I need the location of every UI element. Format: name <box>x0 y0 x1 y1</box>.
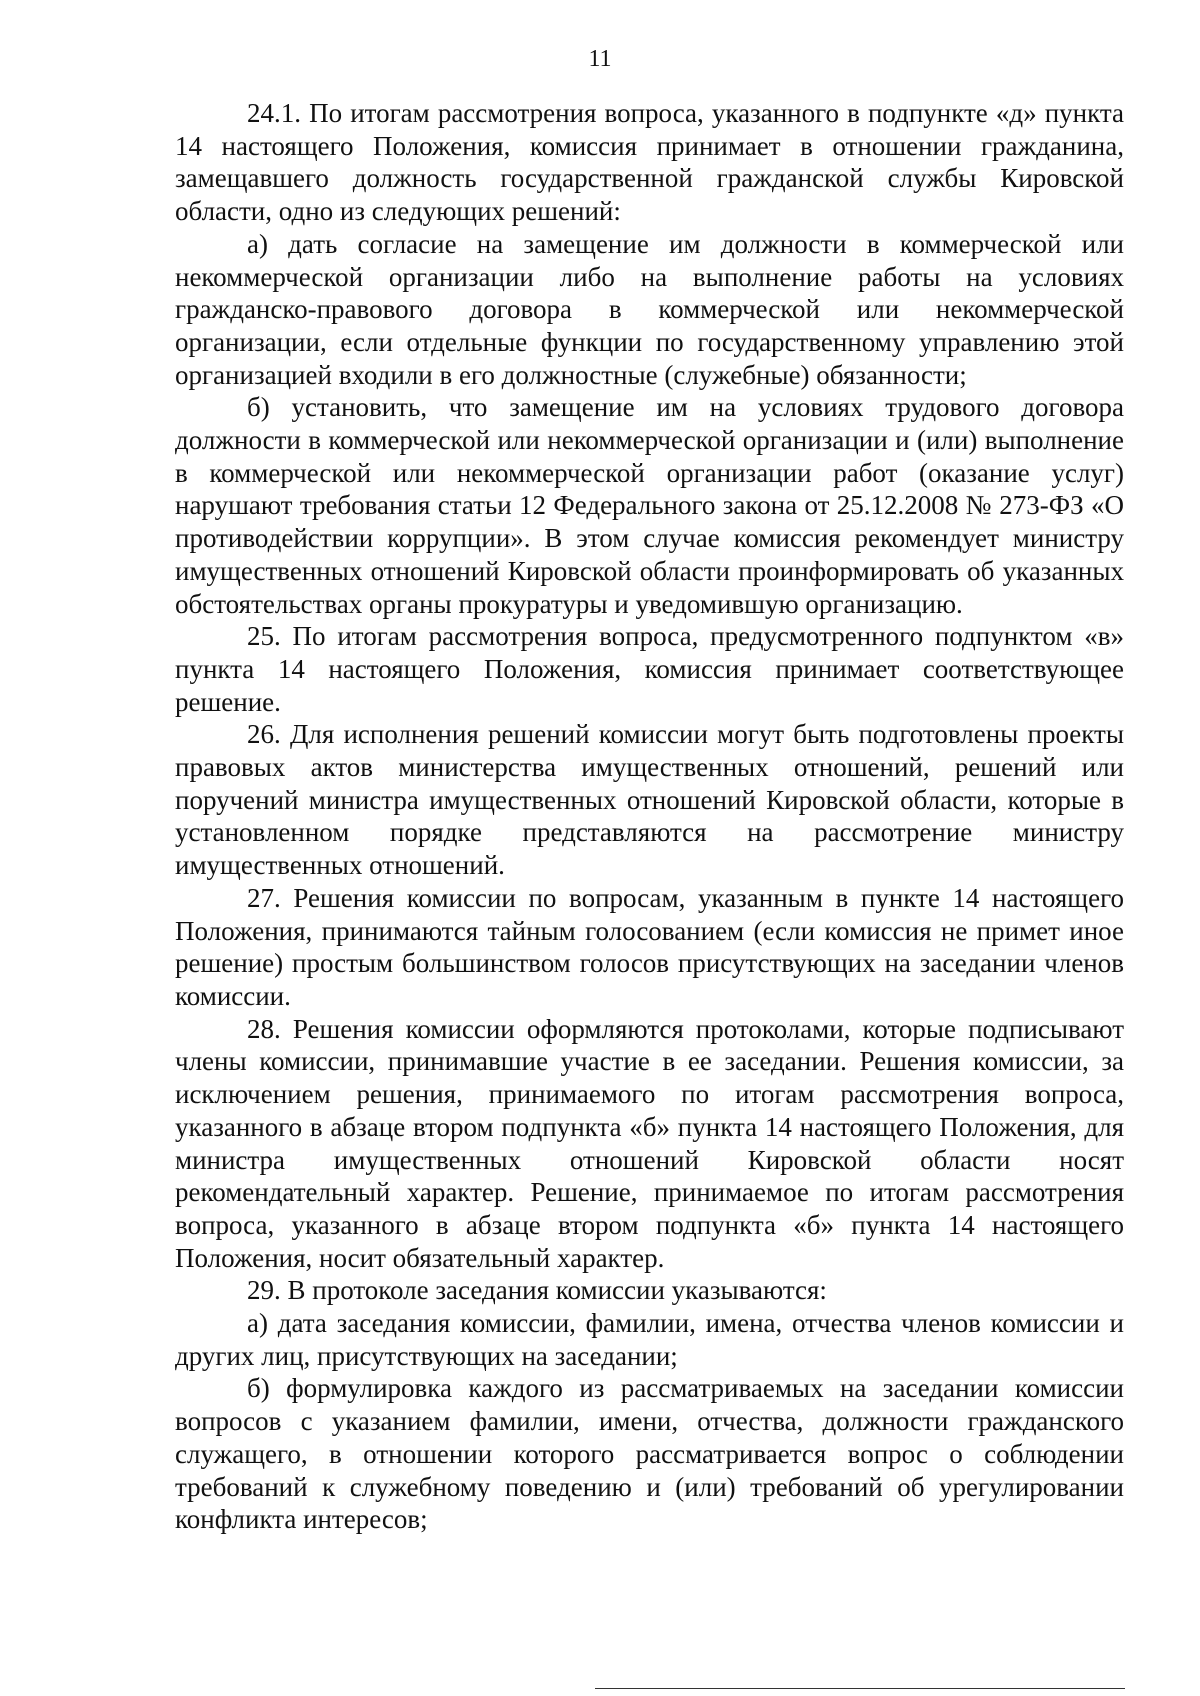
paragraph-24-1-a: а) дать согласие на замещение им должности в коммерческой или некоммерческой организации либо на выполнение работы на условиях гражданско-правового договора в коммерческой или некоммерческой организации, если отдельные функции по государственному управлению этой организацией входили в его должностные (служебные) обязанности; <box>175 228 1124 390</box>
paragraph-27: 27. Решения комиссии по вопросам, указанным в пункте 14 настоящего Положения, принимаются тайным голосованием (если комиссия не примет иное решение) простым большинством голосов присутствующих на заседании членов комиссии. <box>175 882 1124 1011</box>
paragraph-29-b: б) формулировка каждого из рассматриваемых на заседании комиссии вопросов с указанием фамилии, имени, отчества, должности гражданского служащего, в отношении которого рассматривается вопрос о соблюдении требований к служебному поведению и (или) требований об урегулировании конфликта интересов; <box>175 1373 1124 1535</box>
paragraph-29-a: а) дата заседания комиссии, фамилии, имена, отчества членов комиссии и других лиц, присутствующих на заседании; <box>175 1308 1124 1371</box>
paragraph-24-1: 24.1. По итогам рассмотрения вопроса, указанного в подпункте «д» пункта 14 настоящего Положения, комиссия принимает в отношении гражданина, замещавшего должность государственной гражданской службы Кировской области, одно из следующих решений: <box>175 98 1124 227</box>
paragraph-26: 26. Для исполнения решений комиссии могут быть подготовлены проекты правовых актов министерства имущественных отношений, решений или поручений министра имущественных отношений Кировской области, которые в установленном порядке представляются на рассмотрение министру имущественных отношений. <box>175 719 1124 881</box>
paragraph-29: 29. В протоколе заседания комиссии указываются: <box>247 1275 827 1306</box>
paragraph-28: 28. Решения комиссии оформляются протоколами, которые подписывают члены комиссии, принимавшие участие в ее заседании. Решения комиссии, за исключением решения, принимаемого по итогам рассмотрения вопроса, указанного в абзаце втором подпункта «б» пункта 14 настоящего Положения, для министра имущественных отношений Кировской области носят рекомендательный характер. Решение, принимаемое по итогам рассмотрения вопроса, указанного в абзаце втором подпункта «б» пункта 14 настоящего Положения, носит обязательный характер. <box>175 1013 1124 1273</box>
bottom-divider <box>595 1688 1125 1689</box>
page-number: 11 <box>588 46 612 72</box>
paragraph-24-1-b: б) установить, что замещение им на условиях трудового договора должности в коммерческой или некоммерческой организации и (или) выполнение в коммерческой или некоммерческой организации работ (оказание услуг) нарушают требования статьи 12 Федерального закона от 25.12.2008 № 273-ФЗ «О противодействии коррупции». В этом случае комиссия рекомендует министру имущественных отношений Кировской области проинформировать об указанных обстоятельствах органы прокуратуры и уведомившую организацию. <box>175 392 1124 619</box>
document-body <box>175 97 1124 1536</box>
paragraph-25: 25. По итогам рассмотрения вопроса, предусмотренного подпунктом «в» пункта 14 настоящего Положения, комиссия принимает соответствующее решение. <box>175 621 1124 717</box>
